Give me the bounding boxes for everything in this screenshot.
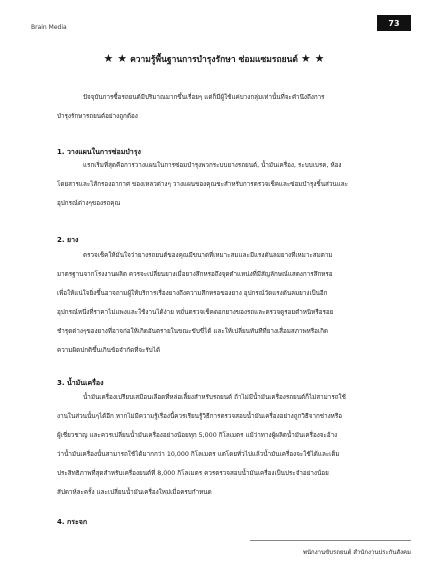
page-title-text: ความรู้พื้นฐานการบำรุงรักษา ซ่อมแซมรถยนต์ (130, 55, 298, 65)
page-number-badge: 73 (377, 15, 411, 31)
star-icon: ★ ★ (103, 52, 128, 65)
section-heading-planning: 1. วางแผนในการซ่อมบำรุง (57, 148, 141, 156)
section-body-engine-oil: น้ำมันเครื่องเปรียบเสมือนเลือดที่หล่อเลี้ยงสำหรับรถยนต์ ถ้าไม่มีน้ำมันเครื่องรถยนต์ก็ไม่สามารถใช้ งานในส่วนนั้นๆได้อีก หากไม่มีความรู้เรื่องนี้ควรเรียนรู้วิธีการตรวจสอบน้ำมันเครื่องอย่างถูกวิธีจากช่างหรือ ผู้เชี่ยวชาญ และควรเปลี่ยนน้ำมันเครื่องอย่างน้อยทุก 5,000 กิโลเมตร แม้ว่าทางผู้ผลิตน้ำมันเครื่องจะอ้าง ว่าน้ำมันเครื่องนั้นสามารถใช้ได้มากกว่า 10,000 กิโลเมตร แต่โดยทั่วไปแล้วน้ำมันเครื่องจะใช้ได้และเต็ม ประสิทธิภาพที่สุดสำหรับเครื่องยนต์ที่ 8,000 กิโลเมตร ควรตรวจสอบน้ำมันเครื่องเป็นประจำอย่างน้อย สัปดาห์ละครั้ง และเปลี่ยนน้ำมันเครื่องใหม่เมื่อครบกำหนด (57, 394, 346, 496)
page-title (0, 52, 428, 66)
footer-divider (250, 540, 411, 541)
footer-text: พนักงานขับรถยนต์ สำนักงานประกันสังคม (303, 549, 411, 556)
section-body-planning: แรกเริ่มที่สุดคือการวางแผนในการซ่อมบำรุงพวกระบบยางรถยนต์, น้ำมันเครื่อง, ระบบเบรค, ห้อง โดยสารและไส้กรองอากาศ ของเหลวต่างๆ วางแผนของคุณชะสำหรับการตรวจเช็คและซ่อมบำรุงชิ้นส่วนและ อุปกรณ์ต่างๆของรถคุณ (57, 162, 348, 207)
section-body-tires: ตรวจเช็คให้มั่นใจว่ายางรถยนต์ของคุณมีขนาดที่เหมาะสมและมีแรงดันลมยางที่เหมาะสมตาม มาตรฐานจากโรงงานผลิต ควรจะเปลี่ยนยางเมื่อยางสึกหรอถึงจุดตำแหน่งที่มีสัญลักษณ์แสดงการสึกหรอ เพื่อให้แน่ใจยิ่งขึ้นอาจถามผู้ให้บริการเรื่องยางถึงความสึกหรอของยาง อุปกรณ์วัดแรงดันลมยางเป็นอีก อุปกรณ์หนึ่งที่ราคาไม่แพงและใช้งานได้ง่าย หมั่นตรวจเช็คดอกยางของรถและตรวจดูรอยตำหนิหรือรอย ชำรุดต่างๆของยางที่อาจก่อให้เกิดอันตรายในขณะขับขี่ได้ และให้เปลี่ยนทันทีที่ยางเสื่อมสภาพหรือเกิด ความผิดปกติขึ้นเกินข้อจำกัดที่จะรับได้ (57, 252, 334, 354)
section-heading-engine-oil: 3. น้ำมันเครื่อง (57, 379, 104, 387)
header-brand: Brain Media (31, 24, 67, 31)
intro-paragraph: ปัจจุบันการซื้อรถยนต์มีปริมาณมากขึ้นเรื่อยๆ แต่ก็มีผู้ใช้แค่บางกลุ่มเท่านั้นที่จะคำนึงถึงการ บำรุงรักษารถยนต์อย่างถูกต้อง (57, 94, 325, 120)
star-icon: ★ ★ (300, 52, 325, 65)
section-heading-glass: 4. กระจก (57, 518, 88, 526)
section-heading-tires: 2. ยาง (57, 236, 79, 244)
